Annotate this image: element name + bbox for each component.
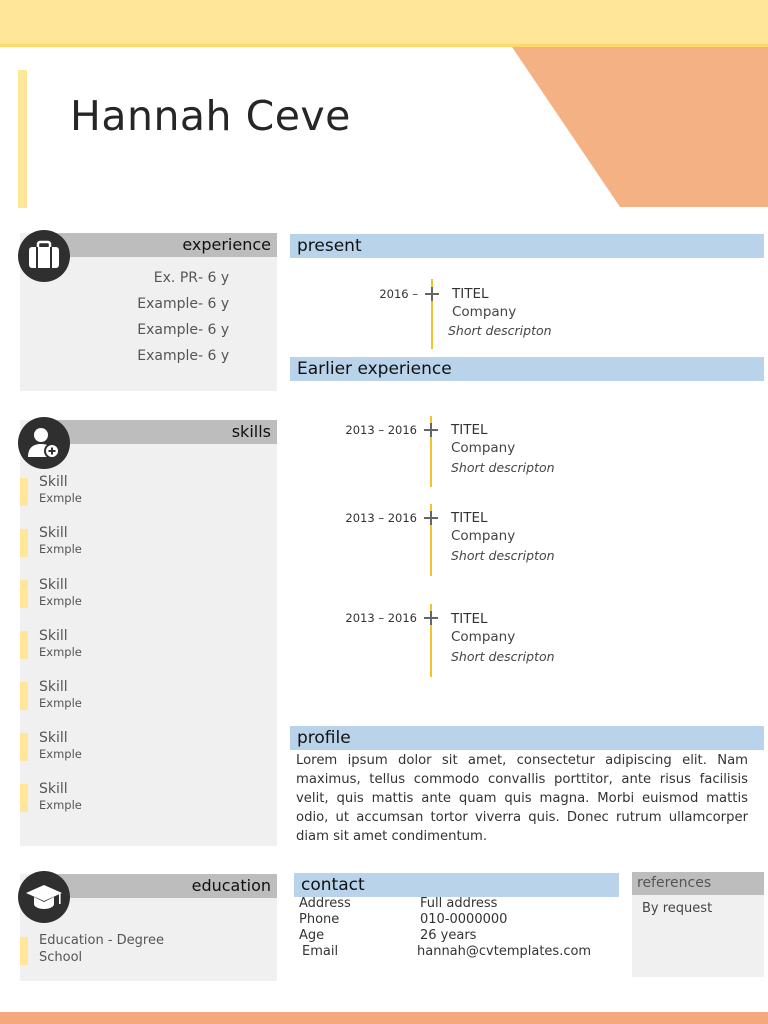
timeline-date: 2013 – 2016 xyxy=(345,611,417,625)
skill-name: Skill xyxy=(39,730,68,746)
timeline-date: 2013 – 2016 xyxy=(345,423,417,437)
education-heading: education xyxy=(47,874,277,898)
skill-marker xyxy=(20,580,28,608)
header-band-line xyxy=(0,44,768,47)
contact-value-age: 26 years xyxy=(420,928,477,943)
education-degree: Education - Degree xyxy=(39,933,164,948)
timeline-title: TITEL xyxy=(452,286,489,302)
skill-example: Exmple xyxy=(39,645,82,659)
contact-heading: contact xyxy=(294,873,619,897)
skill-marker xyxy=(20,733,28,761)
timeline-description: Short descripton xyxy=(448,323,552,338)
timeline-company: Company xyxy=(451,629,516,645)
experience-item-label: Example xyxy=(137,348,198,364)
contact-value-phone: 010-0000000 xyxy=(420,912,508,927)
skills-heading: skills xyxy=(47,420,277,444)
footer-band xyxy=(0,1012,768,1024)
candidate-name: Hannah Ceve xyxy=(70,92,351,140)
plus-icon xyxy=(424,611,438,625)
plus-icon xyxy=(424,511,438,525)
timeline-date: 2016 – xyxy=(379,287,418,301)
skill-example: Exmple xyxy=(39,747,82,761)
skill-marker xyxy=(20,631,28,659)
timeline-description: Short descripton xyxy=(451,548,555,563)
skill-example: Exmple xyxy=(39,798,82,812)
contact-label-email: Email xyxy=(302,944,339,959)
education-marker xyxy=(20,937,28,965)
profile-heading: profile xyxy=(290,726,764,750)
skill-example: Exmple xyxy=(39,491,82,505)
timeline-description: Short descripton xyxy=(451,649,555,664)
experience-item-years: - 6 y xyxy=(198,322,230,338)
timeline-company: Company xyxy=(452,304,517,320)
skill-name: Skill xyxy=(39,525,68,541)
header-band xyxy=(0,0,768,46)
timeline-company: Company xyxy=(451,528,516,544)
timeline-company: Company xyxy=(451,440,516,456)
plus-icon xyxy=(425,287,439,301)
skill-name: Skill xyxy=(39,577,68,593)
skill-example: Exmple xyxy=(39,542,82,556)
experience-item-years: - 6 y xyxy=(198,348,230,364)
contact-label-age: Age xyxy=(299,928,325,943)
earlier-experience-heading: Earlier experience xyxy=(290,357,764,381)
experience-item-label: Example xyxy=(137,296,198,312)
user-plus-icon xyxy=(18,417,70,469)
references-text: By request xyxy=(642,901,713,916)
present-heading: present xyxy=(290,234,764,258)
profile-text: Lorem ipsum dolor sit amet, consectetur adipiscing elit. Nam maximus, tellus commodo convallis porttitor, ante risus facilisis velit, quis mattis ante quam quis magna. Morbi euismod mattis odio, ut accumsan tortor viverra quis. Donec rutrum ullamcorper diam sit amet condimentum. xyxy=(296,753,748,844)
timeline-title: TITEL xyxy=(451,510,488,526)
skill-marker xyxy=(20,682,28,710)
skill-name: Skill xyxy=(39,474,68,490)
experience-item-years: - 6 y xyxy=(198,296,230,312)
skill-name: Skill xyxy=(39,781,68,797)
graduation-cap-icon xyxy=(18,871,70,923)
contact-value-email[interactable]: hannah@cvtemplates.com xyxy=(417,944,592,959)
skill-example: Exmple xyxy=(39,696,82,710)
experience-heading: experience xyxy=(47,233,277,257)
skill-example: Exmple xyxy=(39,594,82,608)
experience-item-label: Example xyxy=(137,322,198,338)
skill-name: Skill xyxy=(39,628,68,644)
timeline-date: 2013 – 2016 xyxy=(345,511,417,525)
experience-item-label: Ex. PR xyxy=(153,270,198,286)
experience-item-years: - 6 y xyxy=(198,270,230,286)
skill-marker xyxy=(20,478,28,506)
skill-marker xyxy=(20,529,28,557)
contact-label-phone: Phone xyxy=(299,912,340,927)
contact-label-address: Address xyxy=(299,896,351,911)
skill-name: Skill xyxy=(39,679,68,695)
skill-marker xyxy=(20,784,28,812)
plus-icon xyxy=(424,423,438,437)
name-accent-bar xyxy=(18,70,27,208)
references-heading: references xyxy=(632,872,764,895)
education-school: School xyxy=(39,950,83,965)
timeline-title: TITEL xyxy=(451,422,488,438)
briefcase-icon xyxy=(18,230,70,282)
timeline-description: Short descripton xyxy=(451,460,555,475)
contact-value-address: Full address xyxy=(420,896,498,911)
timeline-title: TITEL xyxy=(451,611,488,627)
